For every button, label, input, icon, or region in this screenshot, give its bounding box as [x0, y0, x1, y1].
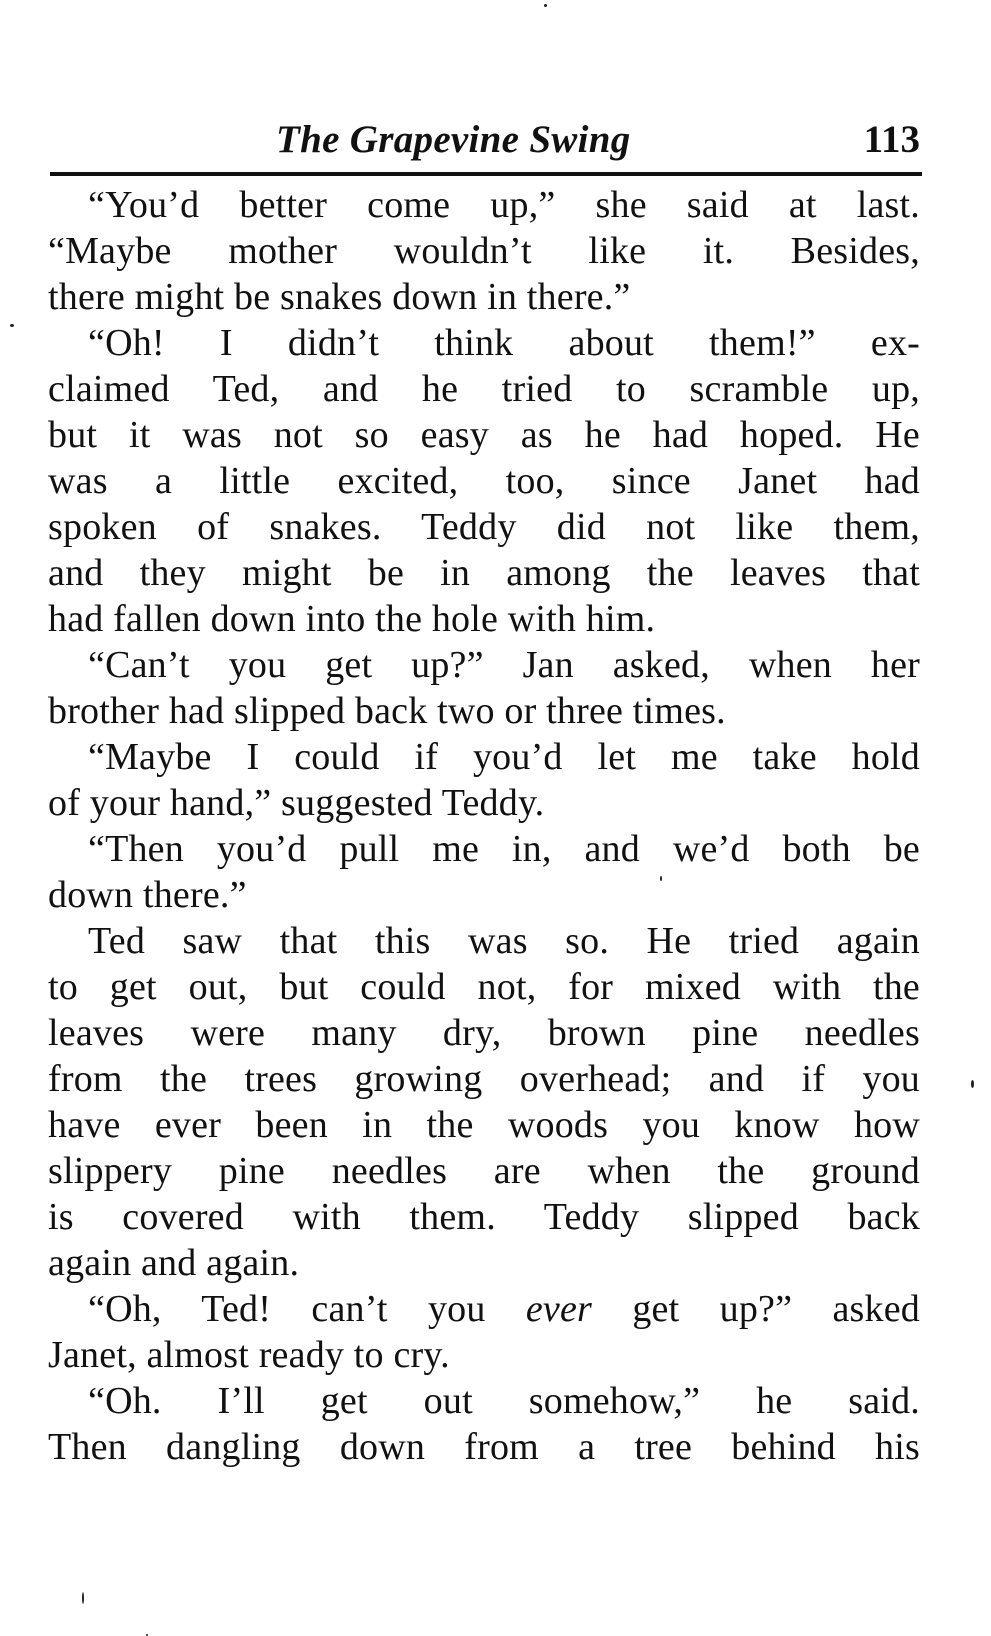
text-line: “Then you’d pull me in, and we’d both be: [88, 828, 920, 870]
text-line: “Oh! I didn’t think about them!” ex-: [88, 322, 920, 364]
running-head: [48, 116, 920, 164]
text-line: to get out, but could not, for mixed with the: [48, 966, 920, 1008]
page-number: 113: [863, 118, 920, 161]
scan-speck: [660, 876, 662, 881]
text-line: “Maybe I could if you’d let me take hold: [88, 736, 920, 778]
text-line: again and again.: [48, 1242, 300, 1284]
scan-speck: [82, 1592, 84, 1604]
scan-speck: [10, 324, 14, 327]
text-line: spoken of snakes. Teddy did not like them,: [48, 506, 920, 548]
text-line: brother had slipped back two or three times.: [48, 690, 726, 732]
text-line: “You’d better come up,” she said at last.: [88, 184, 920, 226]
text-line: “Maybe mother wouldn’t like it. Besides,: [48, 230, 920, 272]
text-line: Ted saw that this was so. He tried again: [88, 920, 920, 962]
text-line: there might be snakes down in there.”: [48, 276, 631, 318]
body-text: [48, 182, 920, 1470]
header-rule: [50, 172, 922, 176]
text-line: and they might be in among the leaves that: [48, 552, 920, 594]
text-line: “Can’t you get up?” Jan asked, when her: [88, 644, 920, 686]
italic-emphasis: ever: [525, 1288, 593, 1330]
text-line: was a little excited, too, since Janet had: [48, 460, 920, 502]
text-line: had fallen down into the hole with him.: [48, 598, 656, 640]
text-line-emphasis: [48, 1286, 920, 1332]
text-line: but it was not so easy as he had hoped. He: [48, 414, 920, 456]
text-line: is covered with them. Teddy slipped back: [48, 1196, 920, 1238]
text-line: Janet, almost ready to cry.: [48, 1334, 450, 1376]
scan-speck: [544, 4, 547, 7]
text-segment: “Oh, Ted! can’t you: [88, 1288, 526, 1330]
text-segment: get up?” asked: [592, 1288, 920, 1330]
text-line: of your hand,” suggested Teddy.: [48, 782, 545, 824]
scan-speck: [971, 1080, 974, 1088]
text-line: leaves were many dry, brown pine needles: [48, 1012, 920, 1054]
text-line: “Oh. I’ll get out somehow,” he said.: [88, 1380, 920, 1422]
running-title: The Grapevine Swing: [276, 118, 631, 161]
text-line: claimed Ted, and he tried to scramble up,: [48, 368, 920, 410]
text-line: slippery pine needles are when the ground: [48, 1150, 920, 1192]
text-line: down there.”: [48, 874, 247, 916]
text-line: have ever been in the woods you know how: [48, 1104, 920, 1146]
text-line: Then dangling down from a tree behind his: [48, 1426, 920, 1468]
text-line: from the trees growing overhead; and if you: [48, 1058, 920, 1100]
